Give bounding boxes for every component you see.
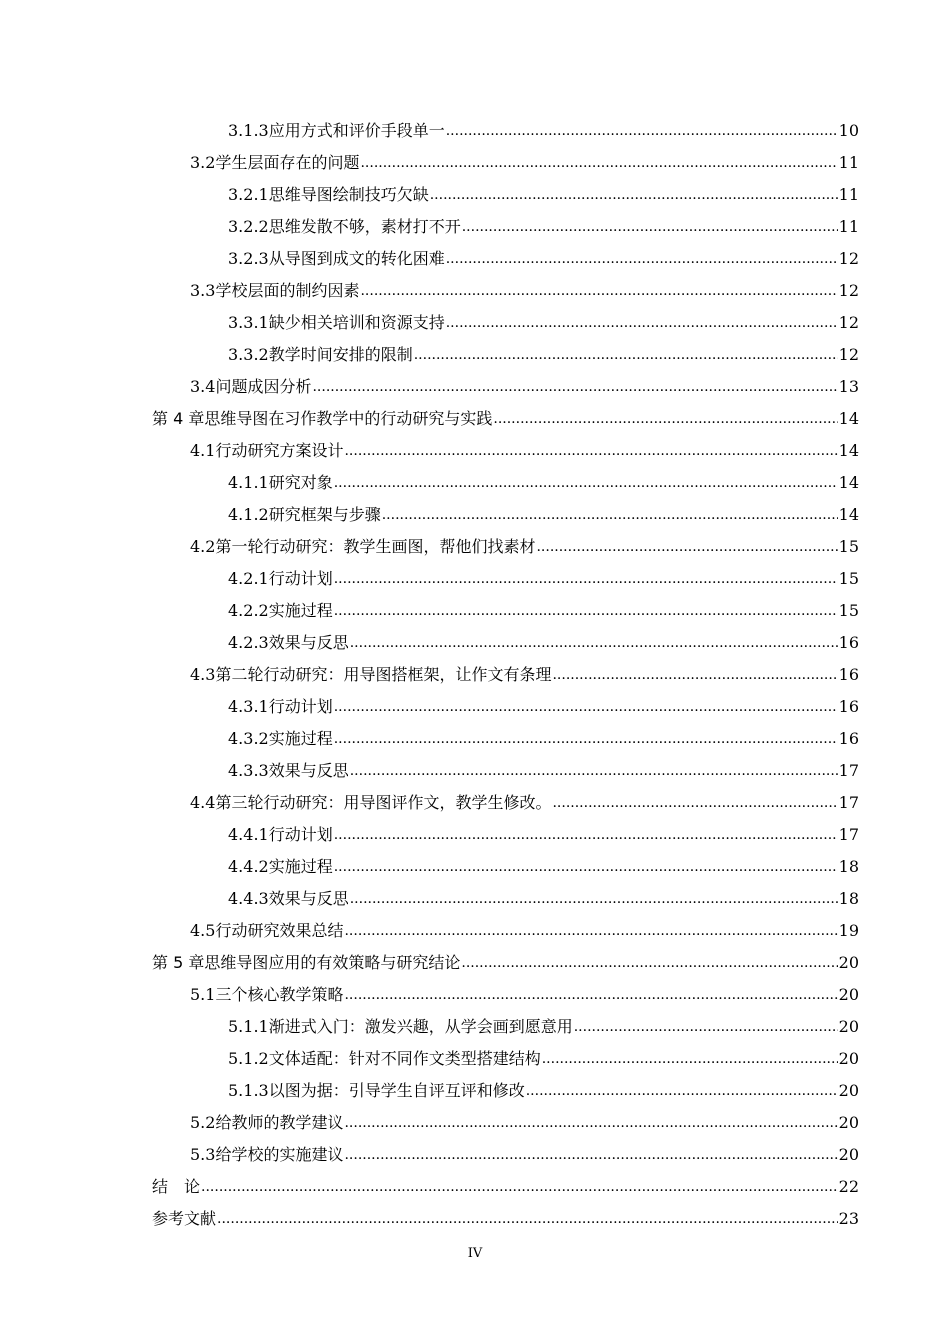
toc-entry-title: 研究框架与步骤	[268, 505, 381, 524]
toc-dot-leader	[334, 569, 838, 589]
toc-entry-number: 4.1.2	[228, 505, 269, 524]
toc-entry-page: 17	[838, 825, 859, 844]
toc-entry-page: 20	[838, 1017, 859, 1036]
toc-dot-leader	[461, 953, 837, 973]
toc-entry-number: 4.5	[190, 921, 216, 940]
toc-dot-leader	[312, 377, 837, 397]
toc-dot-leader	[446, 249, 838, 269]
toc-entry-page: 14	[838, 409, 859, 428]
toc-entry[interactable]	[0, 115, 950, 147]
toc-entry-title: 以图为据：引导学生自评互评和修改	[268, 1081, 525, 1100]
toc-entry-title: 结 论	[152, 1177, 201, 1196]
toc-entry-number: 5.1	[190, 985, 216, 1004]
toc-dot-leader	[462, 217, 838, 237]
toc-entry-number: 3.2	[190, 153, 216, 172]
toc-entry-title: 效果与反思	[268, 633, 349, 652]
toc-entry[interactable]	[0, 531, 950, 563]
toc-entry-title: 问题成因分析	[215, 377, 312, 396]
toc-entry-title: 思维导图应用的有效策略与研究结论	[204, 953, 461, 972]
toc-entry-number: 3.1.3	[228, 121, 269, 140]
toc-dot-leader	[542, 1049, 838, 1069]
toc-entry[interactable]	[0, 1043, 950, 1075]
toc-entry-page: 12	[838, 281, 859, 300]
toc-entry-number: 5.1.1	[228, 1017, 269, 1036]
toc-entry[interactable]	[0, 1203, 950, 1235]
toc-entry-title: 第二轮行动研究：用导图搭框架，让作文有条理	[215, 665, 552, 684]
toc-entry[interactable]	[0, 275, 950, 307]
toc-entry-page: 20	[838, 1081, 859, 1100]
toc-entry-page: 23	[838, 1209, 859, 1228]
toc-entry-number: 3.2.3	[228, 249, 269, 268]
toc-entry[interactable]	[0, 563, 950, 595]
toc-entry-number: 4.3	[190, 665, 216, 684]
toc-entry-page: 18	[838, 889, 859, 908]
toc-entry-title: 第一轮行动研究：教学生画图，帮他们找素材	[215, 537, 536, 556]
toc-entry[interactable]	[0, 787, 950, 819]
toc-entry[interactable]	[0, 1075, 950, 1107]
toc-entry-number: 4.2.3	[228, 633, 269, 652]
toc-dot-leader	[334, 601, 838, 621]
toc-entry[interactable]	[0, 755, 950, 787]
toc-entry-title: 行动计划	[268, 569, 333, 588]
toc-entry-page: 16	[838, 633, 859, 652]
toc-entry-title: 给学校的实施建议	[215, 1145, 344, 1164]
toc-entry-title: 行动研究效果总结	[215, 921, 344, 940]
toc-entry-title: 学校层面的制约因素	[215, 281, 360, 300]
toc-entry-number: 4.1.1	[228, 473, 269, 492]
toc-dot-leader	[382, 505, 838, 525]
toc-entry-title: 三个核心教学策略	[215, 985, 344, 1004]
toc-entry-title: 实施过程	[268, 601, 333, 620]
toc-dot-leader	[350, 633, 838, 653]
toc-entry-title: 教学时间安排的限制	[268, 345, 413, 364]
toc-entry-title: 从导图到成文的转化困难	[268, 249, 445, 268]
toc-entry-number: 4.2	[190, 537, 216, 556]
toc-entry-title: 实施过程	[268, 729, 333, 748]
toc-dot-leader	[552, 665, 837, 685]
toc-entry-title: 行动计划	[268, 825, 333, 844]
toc-entry-title: 渐进式入门：激发兴趣，从学会画到愿意用	[268, 1017, 573, 1036]
toc-entry-number: 4.4	[190, 793, 216, 812]
toc-entry-number: 3.3.1	[228, 313, 269, 332]
toc-entry-title: 给教师的教学建议	[215, 1113, 344, 1132]
toc-entry-page: 11	[838, 217, 859, 236]
toc-entry[interactable]	[0, 371, 950, 403]
toc-entry-page: 14	[838, 441, 859, 460]
toc-entry-page: 15	[838, 569, 859, 588]
toc-entry-number: 4.3.3	[228, 761, 269, 780]
page-footer-number: IV	[467, 1246, 483, 1261]
toc-dot-leader	[536, 537, 837, 557]
toc-entry-number: 4.4.2	[228, 857, 269, 876]
toc-entry[interactable]	[0, 147, 950, 179]
toc-entry-page: 14	[838, 505, 859, 524]
toc-entry-title: 研究对象	[268, 473, 333, 492]
toc-entry-number: 5.2	[190, 1113, 216, 1132]
toc-dot-leader	[446, 313, 838, 333]
toc-entry[interactable]	[0, 435, 950, 467]
toc-entry-title: 行动计划	[268, 697, 333, 716]
toc-entry-number: 3.3	[190, 281, 216, 300]
toc-entry[interactable]	[0, 595, 950, 627]
toc-entry[interactable]	[0, 403, 950, 435]
toc-entry-title: 行动研究方案设计	[215, 441, 344, 460]
toc-entry-page: 18	[838, 857, 859, 876]
toc-entry-page: 16	[838, 697, 859, 716]
toc-dot-leader	[344, 921, 837, 941]
toc-dot-leader	[334, 729, 838, 749]
toc-entry-page: 12	[838, 345, 859, 364]
toc-dot-leader	[217, 1209, 838, 1229]
toc-entry-page: 16	[838, 729, 859, 748]
toc-entry[interactable]	[0, 307, 950, 339]
toc-entry-title: 思维导图绘制技巧欠缺	[268, 185, 429, 204]
toc-entry[interactable]	[0, 723, 950, 755]
toc-entry-page: 20	[838, 1113, 859, 1132]
toc-dot-leader	[350, 889, 838, 909]
toc-dot-leader	[334, 697, 838, 717]
toc-entry-page: 22	[838, 1177, 859, 1196]
toc-entry-title: 效果与反思	[268, 889, 349, 908]
toc-dot-leader	[360, 281, 837, 301]
toc-entry[interactable]	[0, 179, 950, 211]
toc-entry-page: 20	[838, 953, 859, 972]
toc-entry[interactable]	[0, 851, 950, 883]
toc-entry-title: 参考文献	[152, 1209, 217, 1228]
toc-entry-page: 16	[838, 665, 859, 684]
toc-entry-page: 20	[838, 1049, 859, 1068]
toc-entry[interactable]	[0, 243, 950, 275]
toc-entry-number: 5.1.2	[228, 1049, 269, 1068]
toc-entry-title: 实施过程	[268, 857, 333, 876]
toc-entry[interactable]	[0, 339, 950, 371]
toc-dot-leader	[344, 1145, 837, 1165]
toc-entry[interactable]	[0, 1171, 950, 1203]
toc-entry-title: 思维发散不够，素材打不开	[268, 217, 461, 236]
toc-entry-page: 13	[838, 377, 859, 396]
toc-entry-number: 3.2.2	[228, 217, 269, 236]
toc-entry-number: 4.2.2	[228, 601, 269, 620]
toc-dot-leader	[552, 793, 837, 813]
toc-entry[interactable]	[0, 499, 950, 531]
toc-entry-page: 14	[838, 473, 859, 492]
toc-dot-leader	[414, 345, 838, 365]
toc-dot-leader	[344, 985, 837, 1005]
toc-entry-number: 5.1.3	[228, 1081, 269, 1100]
toc-dot-leader	[446, 121, 838, 141]
toc-entry[interactable]	[0, 979, 950, 1011]
toc-entry-page: 10	[838, 121, 859, 140]
toc-entry[interactable]	[0, 627, 950, 659]
toc-dot-leader	[344, 441, 837, 461]
toc-entry[interactable]	[0, 883, 950, 915]
toc-dot-leader	[334, 825, 838, 845]
toc-entry-number: 4.4.3	[228, 889, 269, 908]
toc-entry-title: 思维导图在习作教学中的行动研究与实践	[204, 409, 493, 428]
toc-dot-leader	[526, 1081, 838, 1101]
toc-entry[interactable]	[0, 915, 950, 947]
toc-entry-title: 缺少相关培训和资源支持	[268, 313, 445, 332]
toc-entry-page: 20	[838, 1145, 859, 1164]
toc-dot-leader	[430, 185, 838, 205]
table-of-contents	[0, 115, 950, 1235]
toc-dot-leader	[360, 153, 837, 173]
toc-entry-page: 12	[838, 249, 859, 268]
toc-dot-leader	[334, 473, 838, 493]
toc-dot-leader	[334, 857, 838, 877]
toc-entry-page: 20	[838, 985, 859, 1004]
toc-entry[interactable]	[0, 819, 950, 851]
toc-entry-number: 5.3	[190, 1145, 216, 1164]
toc-entry-title: 学生层面存在的问题	[215, 153, 360, 172]
toc-entry-number: 4.2.1	[228, 569, 269, 588]
toc-entry[interactable]	[0, 691, 950, 723]
toc-entry-number: 4.3.1	[228, 697, 269, 716]
toc-dot-leader	[201, 1177, 838, 1197]
toc-entry[interactable]	[0, 211, 950, 243]
toc-entry-number: 3.2.1	[228, 185, 269, 204]
toc-entry-title: 文体适配：针对不同作文类型搭建结构	[268, 1049, 541, 1068]
toc-entry-page: 15	[838, 601, 859, 620]
toc-entry-number: 3.3.2	[228, 345, 269, 364]
toc-entry-title: 效果与反思	[268, 761, 349, 780]
toc-dot-leader	[344, 1113, 837, 1133]
toc-dot-leader	[350, 761, 838, 781]
toc-entry-number: 4.3.2	[228, 729, 269, 748]
toc-entry-number: 第 5 章	[152, 953, 205, 972]
toc-entry-number: 4.1	[190, 441, 216, 460]
toc-dot-leader	[493, 409, 837, 429]
toc-entry[interactable]	[0, 1139, 950, 1171]
toc-entry[interactable]	[0, 659, 950, 691]
toc-entry-page: 11	[838, 185, 859, 204]
toc-entry[interactable]	[0, 1107, 950, 1139]
toc-entry-page: 15	[838, 537, 859, 556]
toc-entry-page: 12	[838, 313, 859, 332]
toc-entry[interactable]	[0, 947, 950, 979]
toc-entry[interactable]	[0, 467, 950, 499]
toc-dot-leader	[574, 1017, 838, 1037]
toc-entry-title: 应用方式和评价手段单一	[268, 121, 445, 140]
toc-entry-title: 第三轮行动研究：用导图评作文，教学生修改。	[215, 793, 552, 812]
toc-entry-number: 4.4.1	[228, 825, 269, 844]
toc-entry-page: 17	[838, 793, 859, 812]
toc-entry-page: 11	[838, 153, 859, 172]
toc-entry-page: 19	[838, 921, 859, 940]
toc-entry-page: 17	[838, 761, 859, 780]
toc-entry-number: 3.4	[190, 377, 216, 396]
toc-entry[interactable]	[0, 1011, 950, 1043]
toc-entry-number: 第 4 章	[152, 409, 205, 428]
